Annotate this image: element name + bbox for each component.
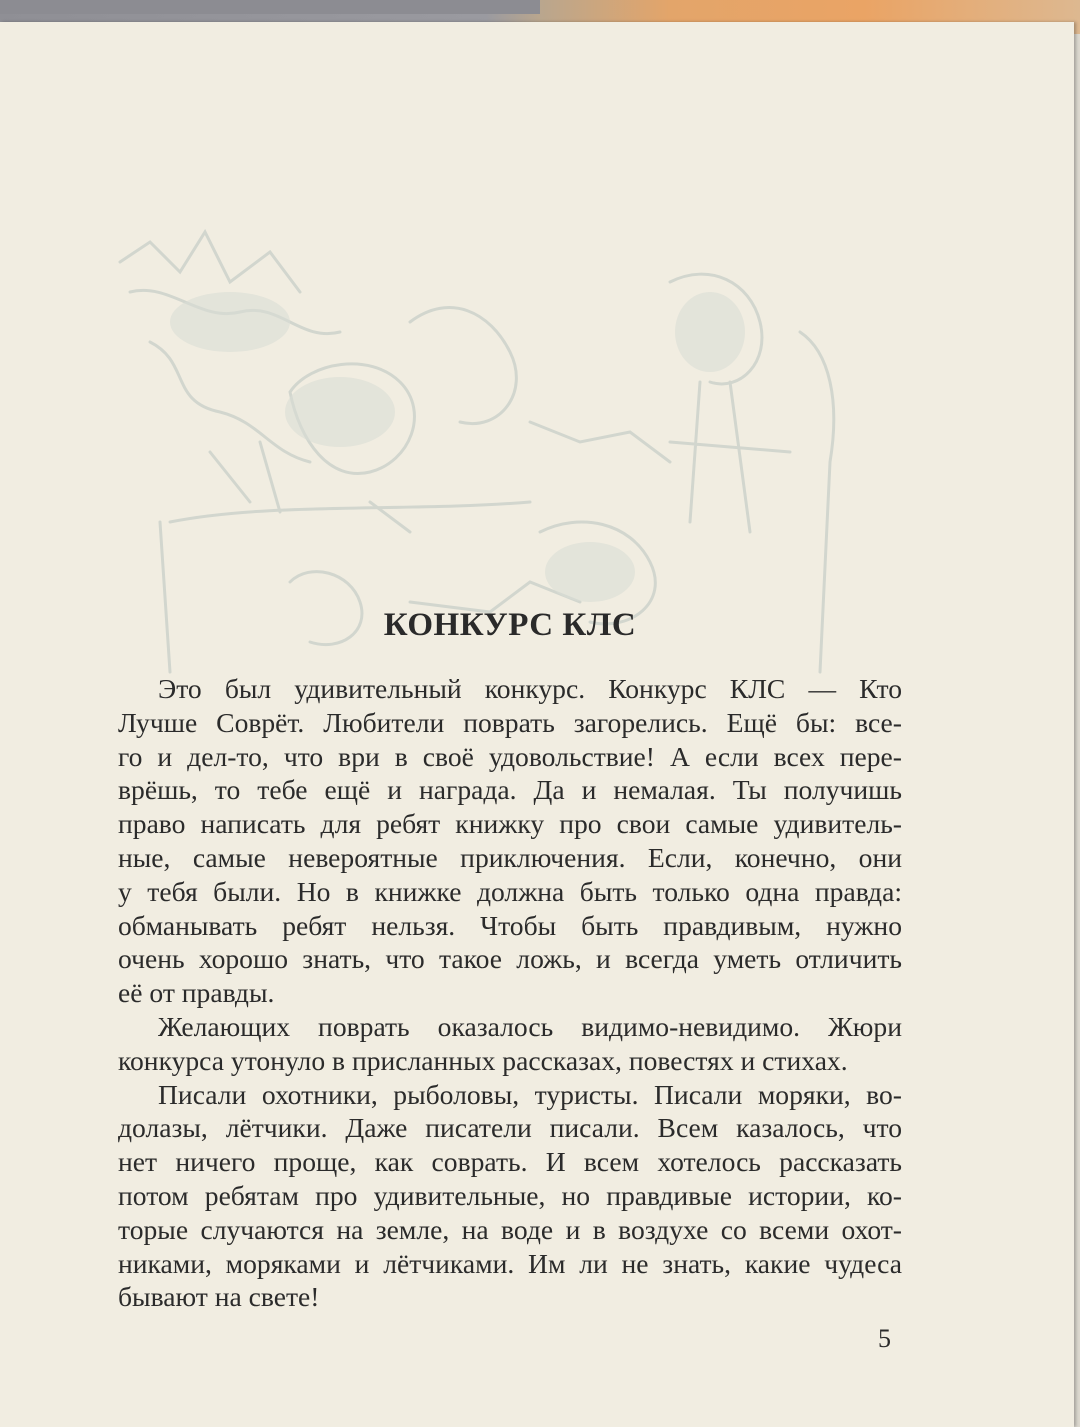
text-line: потом ребятам про удивительные, но правдивые истории, ко- xyxy=(118,1179,902,1211)
text-line: ные, самые невероятные приключения. Если, конечно, они xyxy=(118,841,902,873)
book-page xyxy=(0,22,1074,1427)
text-line: никами, моряками и лётчиками. Им ли не знать, какие чудеса xyxy=(118,1247,902,1279)
text-line: долазы, лётчики. Даже писатели писали. Всем казалось, что xyxy=(118,1112,902,1144)
text-line: Желающих поврать оказалось видимо-невидимо. Жюри xyxy=(158,1010,902,1042)
text-line: очень хорошо знать, что такое ложь, и всегда уметь отличить xyxy=(118,943,902,975)
text-line: Лучше Соврёт. Любители поврать загорелись. Ещё бы: все- xyxy=(118,706,902,738)
text-line: право написать для ребят книжку про свои самые удивитель- xyxy=(118,808,902,840)
text-line: торые случаются на земле, на воде и в воздухе со всеми охот- xyxy=(118,1213,902,1245)
text-line: бывают на свете! xyxy=(118,1281,320,1313)
text-line: у тебя были. Но в книжке должна быть только одна правда: xyxy=(118,875,902,907)
page-number: 5 xyxy=(878,1324,891,1353)
text-line: врёшь, то тебе ещё и награда. Да и немалая. Ты получишь xyxy=(118,774,902,806)
chapter-title: КОНКУРС КЛС xyxy=(383,607,637,643)
body-text xyxy=(118,672,902,1314)
text-line: обманывать ребят нельзя. Чтобы быть правдивым, нужно xyxy=(118,909,902,941)
text-line: го и дел-то, что ври в своё удовольствие! А если всех пере- xyxy=(118,740,902,772)
text-line: её от правды. xyxy=(118,977,275,1009)
text-line: конкурса утонуло в присланных рассказах, повестях и стихах. xyxy=(118,1044,848,1076)
text-line: Это был удивительный конкурс. Конкурс КЛС — Кто xyxy=(158,673,902,704)
text-line: Писали охотники, рыболовы, туристы. Писали моряки, во- xyxy=(158,1078,902,1110)
background-grey-band xyxy=(0,0,540,14)
text-line: нет ничего проще, как соврать. И всем хотелось рассказать xyxy=(118,1146,902,1178)
